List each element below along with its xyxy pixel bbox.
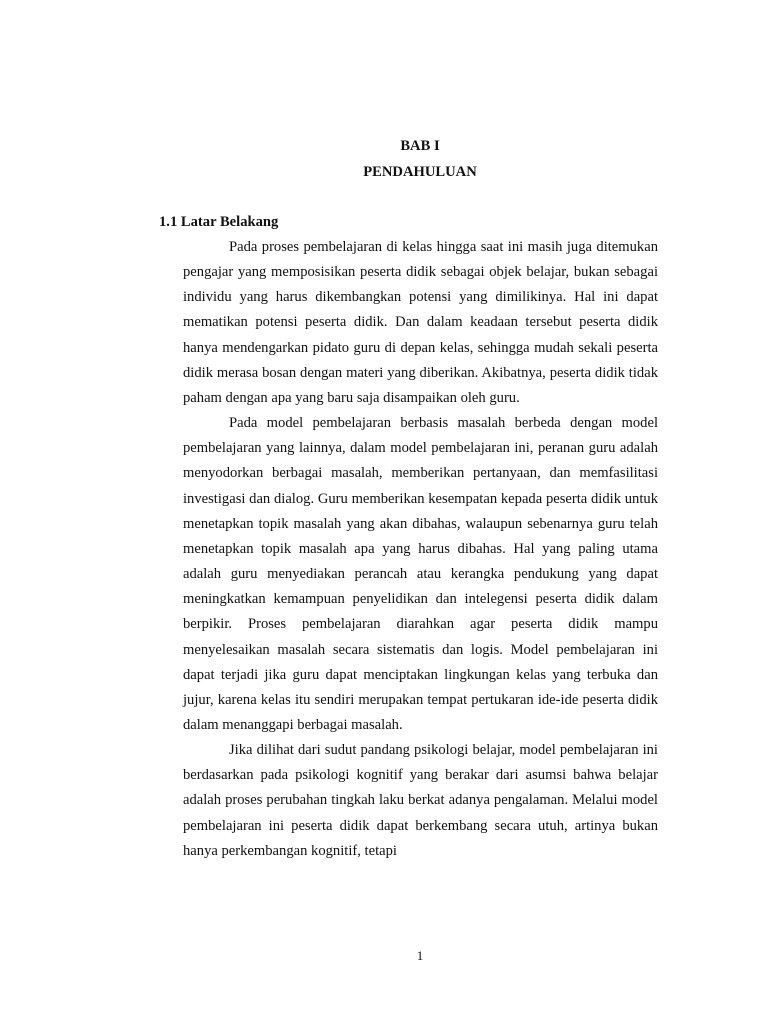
paragraph: Jika dilihat dari sudut pandang psikologi belajar, model pembelajaran ini berdasarkan pada psikologi kognitif yang berakar dari asumsi bahwa belajar adalah proses perubahan tingkah laku berkat adanya pengalaman. Melalui model pembelajaran ini peserta didik dapat berkembang secara utuh, artinya bukan hanya perkembangan kognitif, tetapi [183, 742, 658, 859]
paragraph: Pada model pembelajaran berbasis masalah berbeda dengan model pembelajaran yang lainnya, dalam model pembelajaran ini, peranan guru adalah menyodorkan berbagai masalah, memberikan pertanyaan, dan memfasilitasi investigasi dan dialog. Guru memberikan kesempatan kepada peserta didik untuk menetapkan topik masalah yang akan dibahas, walaupun sebenarnya guru telah menetapkan topik masalah apa yang harus dibahas. Hal yang paling utama adalah guru menyediakan perancah atau kerangka pendukung yang dapat meningkatkan kemampuan penyelidikan dan intelegensi peserta didik dalam berpikir. Proses pembelajaran diarahkan agar peserta didik mampu menyelesaikan masalah secara sistematis dan logis. Model pembelajaran ini dapat terjadi jika guru dapat menciptakan lingkungan kelas yang terbuka dan jujur, karena kelas itu sendiri merupakan tempat pertukaran ide-ide peserta didik dalam menanggapi berbagai masalah. [183, 415, 658, 733]
chapter-number: BAB I [400, 138, 440, 154]
section-heading: 1.1 Latar Belakang [159, 214, 279, 230]
paragraph: Pada proses pembelajaran di kelas hingga saat ini masih juga ditemukan pengajar yang memposisikan peserta didik sebagai objek belajar, bukan sebagai individu yang harus dikembangkan potensi yang dimilikinya. Hal ini dapat mematikan potensi peserta didik. Dan dalam keadaan tersebut peserta didik hanya mendengarkan pidato guru di depan kelas, sehingga mudah sekali peserta didik merasa bosan dengan materi yang diberikan. Akibatnya, peserta didik tidak paham dengan apa yang baru saja disampaikan oleh guru. [183, 239, 658, 406]
body-text [183, 235, 658, 864]
chapter-title: PENDAHULUAN [363, 164, 477, 180]
page-number: 1 [416, 948, 424, 963]
